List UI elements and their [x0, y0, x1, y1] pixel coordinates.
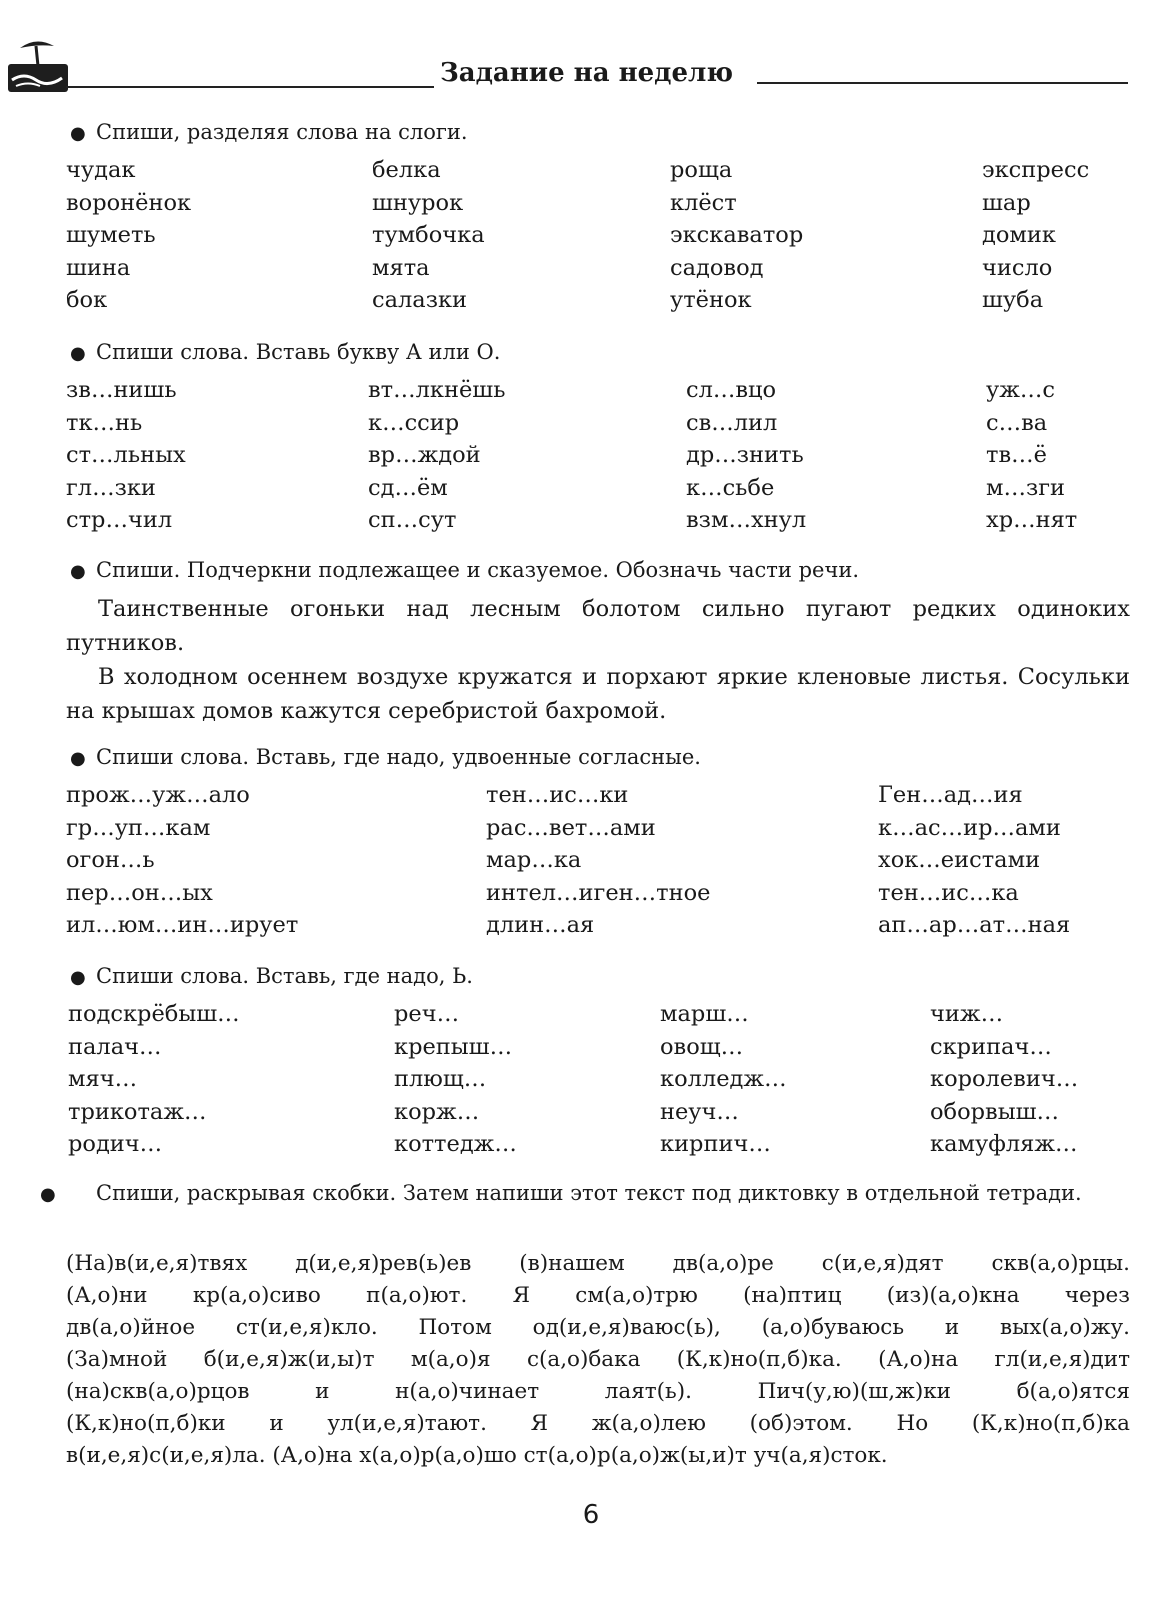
word: оборвыш…: [930, 1098, 1060, 1125]
section-4-instruction: ● Спиши слова. Вставь, где надо, удвоенные согласные.: [70, 741, 1130, 775]
word: сд…ём: [368, 474, 448, 501]
word: корж…: [394, 1098, 480, 1125]
word: мар…ка: [486, 847, 582, 873]
word: к…ас…ир…ами: [878, 814, 1061, 841]
word: вр…ждой: [368, 442, 481, 468]
word: хр…нят: [986, 507, 1078, 533]
section-3-text: [66, 592, 1130, 728]
text-line: (За)мной б(и,е,я)ж(и,ы)т м(а,о)я с(а,о)бака (К,к)но(п,б)ка. (А,о)на гл(и,е,я)дит: [66, 1347, 1130, 1372]
text-line: (на)скв(а,о)рцов и н(а,о)чинает лаят(ь). Пич(у,ю)(ш,ж)ки б(а,о)ятся: [66, 1379, 1130, 1404]
word-column: [68, 998, 240, 1161]
word-column: [670, 154, 803, 317]
word-column: [372, 154, 485, 317]
word: колледж…: [660, 1066, 787, 1092]
section-3-instruction: ● Спиши. Подчеркни подлежащее и сказуемое. Обозначь части речи.: [70, 554, 1130, 588]
word: огон…ь: [66, 847, 155, 873]
word: бок: [66, 287, 108, 313]
word: скрипач…: [930, 1033, 1052, 1060]
word: число: [982, 254, 1053, 281]
word: коттедж…: [394, 1131, 517, 1157]
section-2-instruction: ● Спиши слова. Вставь букву А или О.: [70, 336, 1130, 370]
word: мята: [372, 254, 430, 281]
word-column: [66, 154, 191, 317]
word: кирпич…: [660, 1131, 771, 1157]
word: тен…ис…ка: [878, 879, 1019, 906]
word: королевич…: [930, 1066, 1079, 1092]
header-rule-left: [66, 86, 434, 88]
word: хок…еистами: [878, 847, 1041, 873]
word: шуметь: [66, 222, 156, 248]
landscape-logo-icon: [6, 36, 72, 96]
word: шуба: [982, 287, 1044, 313]
bullet-icon: ●: [70, 967, 86, 988]
word: сл…вцо: [686, 377, 777, 403]
word-column: [486, 779, 710, 942]
word: тен…ис…ки: [486, 782, 629, 808]
word: сп…сут: [368, 507, 457, 533]
word: тумбочка: [372, 222, 485, 248]
word: прож…уж…ало: [66, 782, 250, 808]
word: длин…ая: [486, 912, 595, 938]
word: марш…: [660, 1001, 749, 1027]
word-column: [66, 779, 298, 942]
word: шина: [66, 254, 131, 281]
word-column: [986, 374, 1077, 537]
word: ап…ар…ат…ная: [878, 912, 1071, 938]
word: домик: [982, 222, 1056, 248]
header-rule-right: [757, 82, 1128, 84]
section-5-instruction: ● Спиши слова. Вставь, где надо, Ь.: [70, 960, 1130, 994]
text-paragraph: В холодном осеннем воздухе кружатся и порхают яркие кленовые листья. Сосульки на крышах домов кажутся серебристой бахромой.: [66, 664, 1130, 724]
word: салазки: [372, 287, 468, 313]
page-title: Задание на неделю: [440, 58, 734, 88]
text-line: (К,к)но(п,б)ки и ул(и,е,я)тают. Я ж(а,о)лею (об)этом. Но (К,к)но(п,б)ка: [66, 1411, 1130, 1436]
word: экскаватор: [670, 222, 804, 248]
word: зв…нишь: [66, 377, 177, 403]
word: плющ…: [394, 1066, 487, 1092]
word: ил…юм…ин…ирует: [66, 912, 299, 938]
word: чиж…: [930, 1001, 1004, 1027]
word: пер…он…ых: [66, 879, 213, 906]
word: Ген…ад…ия: [878, 782, 1023, 808]
word: камуфляж…: [930, 1131, 1078, 1157]
word: садовод: [670, 254, 764, 281]
bullet-icon: ●: [70, 748, 86, 769]
bullet-icon: ●: [70, 343, 86, 364]
text-paragraph: Таинственные огоньки над лесным болотом сильно пугают редких одиноких путников.: [66, 596, 1130, 656]
word-column: [930, 998, 1078, 1161]
word: гр…уп…кам: [66, 814, 211, 841]
bullet-icon: ●: [70, 123, 86, 144]
page-number: 6: [582, 1500, 600, 1530]
word: др…знить: [686, 442, 804, 468]
word: к…сьбе: [686, 474, 775, 501]
word: белка: [372, 157, 441, 183]
word: палач…: [68, 1033, 162, 1060]
word: подскрёбыш…: [68, 1001, 240, 1027]
word: неуч…: [660, 1098, 739, 1125]
text-line: в(и,е,я)с(и,е,я)ла. (А,о)на х(а,о)р(а,о)шо ст(а,о)р(а,о)ж(ы,и)т уч(а,я)сток.: [66, 1443, 888, 1468]
word: роща: [670, 157, 733, 183]
word: тв…ё: [986, 442, 1047, 468]
word-column: [368, 374, 505, 537]
word-column: [66, 374, 186, 537]
word: мяч…: [68, 1066, 138, 1092]
section-6-dictation-text: [66, 1248, 1130, 1472]
bullet-icon: ●: [70, 561, 86, 582]
word: гл…зки: [66, 474, 156, 501]
word: к…ссир: [368, 409, 460, 436]
word-column: [982, 154, 1089, 317]
word-column: [878, 779, 1070, 942]
word-column: [394, 998, 517, 1161]
word: тк…нь: [66, 409, 143, 436]
word: воронёнок: [66, 189, 192, 216]
word: трикотаж…: [68, 1098, 207, 1125]
word: утёнок: [670, 287, 752, 313]
word: ст…льных: [66, 442, 186, 468]
word-column: [686, 374, 806, 537]
word: экспресс: [982, 157, 1090, 183]
word: с…ва: [986, 409, 1048, 436]
word: стр…чил: [66, 507, 173, 533]
word: чудак: [66, 157, 136, 183]
word: рас…вет…ами: [486, 814, 656, 841]
text-line: (На)в(и,е,я)твях д(и,е,я)рев(ь)ев (в)нашем дв(а,о)ре с(и,е,я)дят скв(а,о)рцы.: [66, 1251, 1130, 1276]
word: м…зги: [986, 474, 1066, 501]
word: интел…иген…тное: [486, 879, 711, 906]
word: уж…с: [986, 377, 1056, 403]
word: родич…: [68, 1131, 163, 1157]
bullet-icon: ●: [40, 1184, 56, 1205]
word-column: [660, 998, 787, 1161]
word: взм…хнул: [686, 507, 807, 533]
word: овощ…: [660, 1033, 744, 1060]
page-header: [0, 28, 1166, 98]
word: шнурок: [372, 189, 464, 216]
word: св…лил: [686, 409, 778, 436]
word: клёст: [670, 189, 737, 216]
word: реч…: [394, 1001, 460, 1027]
text-line: дв(а,о)йное ст(и,е,я)кло. Потом од(и,е,я)ваюс(ь), (а,о)буваюсь и вых(а,о)жу.: [66, 1315, 1130, 1340]
word: крепыш…: [394, 1033, 513, 1060]
section-1-instruction: ● Спиши, разделяя слова на слоги.: [70, 116, 1130, 150]
section-6-instruction: ● Спиши, раскрывая скобки. Затем напиши этот текст под диктовку в отдельной тетради.: [70, 1178, 1160, 1210]
text-line: (А,о)ни кр(а,о)сиво п(а,о)ют. Я см(а,о)трю (на)птиц (из)(а,о)кна через: [66, 1283, 1130, 1308]
word: вт…лкнёшь: [368, 377, 506, 403]
word: шар: [982, 189, 1031, 216]
